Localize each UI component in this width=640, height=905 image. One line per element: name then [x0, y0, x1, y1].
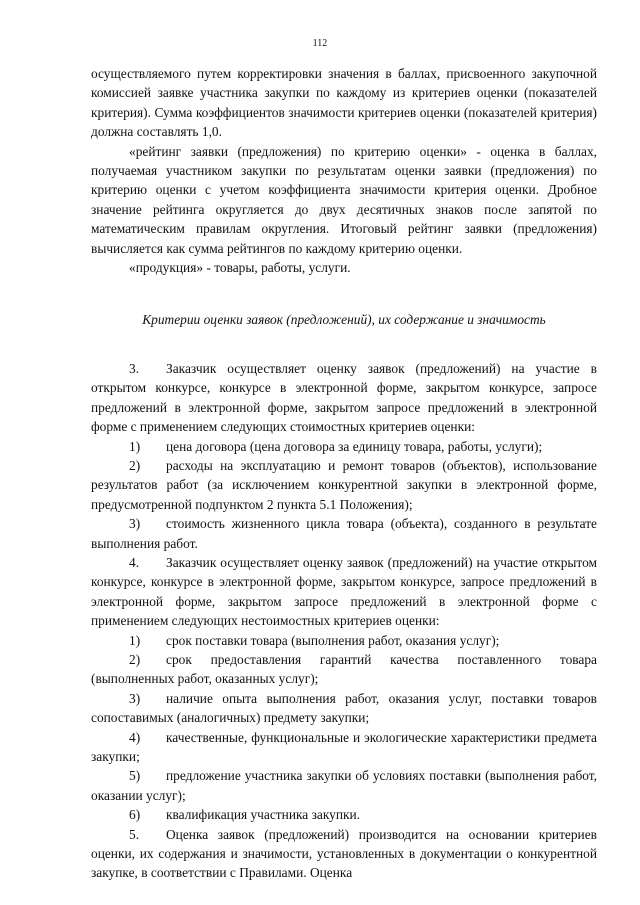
- list-item: [91, 689, 597, 728]
- clause-text: Оценка заявок (предложений) производится на основании критериев оценки, их содержания и значимости, установленных в документации о конкурентной закупке, в соответствии с Правилами. Оценка: [91, 826, 597, 881]
- list-item-number: 3): [129, 516, 141, 532]
- list-item: [91, 456, 597, 514]
- list-item-text: расходы на эксплуатацию и ремонт товаров (объектов), использование результатов работ (за исключением конкурентной закупки в электронной форме, предусмотренной подпунктом 2 пункта 5.1 Положения);: [91, 457, 597, 512]
- list-item: [91, 437, 597, 456]
- list-item: [91, 766, 597, 805]
- list-item-text: срок предоставления гарантий качества поставленного товара (выполненных работ, оказанных услуг);: [91, 651, 597, 687]
- list-item: [91, 631, 597, 650]
- clause-4: [91, 553, 597, 631]
- clause-text: Заказчик осуществляет оценку заявок (предложений) на участие открытом конкурсе, конкурсе в электронной форме, закрытом конкурсе, запросе предложений в электронной форме, закрытом запросе предложений в электронной форме с применением следующих нестоимостных критериев оценки:: [91, 554, 597, 629]
- list-item-number: 1): [129, 438, 141, 454]
- paragraph-product-definition: «продукция» - товары, работы, услуги.: [129, 260, 351, 276]
- section-heading: Критерии оценки заявок (предложений), их содержание и значимость: [142, 312, 546, 328]
- list-item: [91, 514, 597, 553]
- page-number: 112: [312, 38, 328, 49]
- clause-number: 5.: [129, 826, 140, 842]
- clause-5: [91, 825, 597, 883]
- clause-3: [91, 359, 597, 437]
- list-item: [91, 650, 597, 689]
- list-item-number: 4): [129, 729, 141, 745]
- list-item: [91, 805, 597, 824]
- list-item-text: срок поставки товара (выполнения работ, оказания услуг);: [166, 632, 500, 648]
- list-item-number: 6): [129, 807, 141, 823]
- list-item-number: 5): [129, 768, 141, 784]
- list-item-text: предложение участника закупки об условиях поставки (выполнения работ, оказании услуг);: [91, 768, 597, 803]
- list-item-text: цена договора (цена договора за единицу товара, работы, услуги);: [166, 438, 543, 454]
- list-item-number: 2): [129, 457, 141, 473]
- clause-number: 3.: [129, 360, 140, 376]
- list-item-number: 2): [129, 651, 141, 667]
- list-item-text: качественные, функциональные и экологические характеристики предмета закупки;: [91, 729, 597, 764]
- list-item-number: 1): [129, 632, 141, 648]
- paragraph-continuation: осуществляемого путем корректировки значения в баллах, присвоенного закупочной комиссией заявке участника закупки по каждому из критериев оценки (показателей критерия). Сумма коэффициентов значимости критериев оценки (показателей критерия) должна составлять 1,0.: [91, 66, 597, 140]
- clause-text: Заказчик осуществляет оценку заявок (предложений) на участие в открытом конкурсе, конкурсе в электронной форме, закрытом конкурсе, запросе предложений в электронной форме, закрытом запросе предложений в электронной форме с применением следующих стоимостных критериев оценки:: [91, 360, 597, 435]
- list-item-number: 3): [129, 690, 141, 706]
- list-item-text: квалификация участника закупки.: [166, 807, 361, 823]
- list-item-text: стоимость жизненного цикла товара (объекта), созданного в результате выполнения работ.: [91, 516, 597, 551]
- list-item-text: наличие опыта выполнения работ, оказания услуг, поставки товаров сопоставимых (аналогичных) предмету закупки;: [91, 690, 597, 726]
- clause-number: 4.: [129, 554, 140, 570]
- document-body: [91, 64, 597, 883]
- list-item: [91, 728, 597, 767]
- paragraph-rating-definition: «рейтинг заявки (предложения) по критерию оценки» - оценка в баллах, получаемая участником закупки по результатам оценки заявки (предложения) по критерию оценки с учетом коэффициента значимости критерия оценки. Дробное значение рейтинга округляется до двух десятичных знаков после запятой по математическим правилам округления. Итоговый рейтинг заявки (предложения) вычисляется как сумма рейтингов по каждому критерию оценки.: [91, 143, 597, 256]
